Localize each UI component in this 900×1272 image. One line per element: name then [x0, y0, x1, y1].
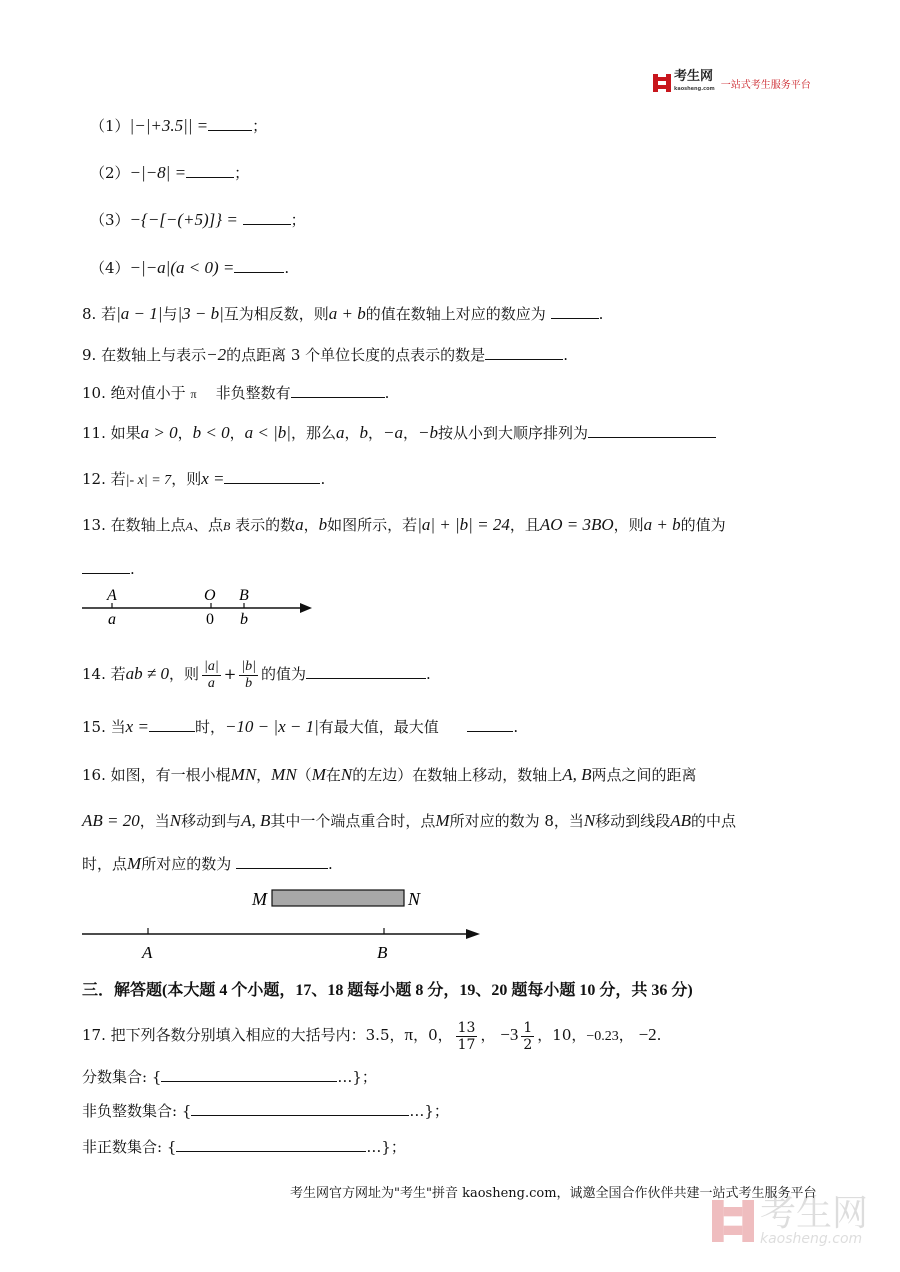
header-logo: [653, 69, 811, 94]
q16-label-M: M: [252, 889, 267, 909]
q13-label-A: A: [107, 587, 117, 604]
stick-mn: [272, 890, 404, 906]
q7-part-1: （1）|−|+3.5|| = ；: [90, 116, 268, 135]
question-14: 14. 若ab ≠ 0，则 $\frac{|a|}{a}$ + $\frac{|b|}{b}$ 的值为 .: [82, 658, 431, 691]
logo-name: 考生网 kaosheng.com: [674, 71, 715, 95]
footer-text: 考生网官方网址为"考生"拼音 kaosheng.com，诚邀全国合作伙伴共建一站式考生服务平台: [290, 1186, 817, 1201]
q13-value-0: 0: [206, 611, 214, 628]
q13-value-a: a: [108, 611, 116, 628]
question-13-answer-line: .: [82, 558, 135, 580]
section-3-title: 三．解答题(本大题 4 个小题，17、18 题每小题 8 分，19、20 题每小题 10 分，共 36 分): [82, 982, 693, 999]
watermark: [712, 1193, 869, 1247]
question-16-line-1: 16. 如图，有一根小棍MN，MN（M在N的左边）在数轴上移动，数轴上A, B两点之间的距离: [82, 765, 697, 784]
kaosheng-logo-icon: [653, 74, 671, 92]
question-17: 17. 把下列各数分别填入相应的大括号内：3.5，π，0， $\frac{13}{17}$ ， −3 $\frac{1}{2}$ ，10，−0.23， −2.: [82, 1019, 662, 1053]
question-8: 8. 若|a − 1|与|3 − b|互为相反数，则a + b的值在数轴上对应的数应为 .: [82, 304, 604, 323]
watermark-logo-icon: [712, 1196, 754, 1246]
q16-label-A: A: [142, 943, 153, 962]
question-11: 11. 如果a > 0，b < 0，a < |b|，那么a，b，−a，−b按从小到大顺序排列为: [82, 422, 716, 444]
watermark-text: 考生网 kaosheng.com: [760, 1193, 869, 1247]
q13-label-O: O: [204, 587, 216, 604]
question-12: 12. 若|- x| = 7，则x = .: [82, 469, 326, 488]
q13-value-b: b: [240, 611, 248, 628]
q17-mixed-fraction: $\frac{1}{2}$: [523, 1019, 533, 1053]
q16-label-N: N: [408, 889, 421, 909]
header-slogan: 一站式考生服务平台: [720, 79, 811, 91]
question-13: 13. 在数轴上点A、点B 表示的数a，b如图所示，若|a| + |b| = 24，且AO = 3BO，则a + b的值为: [82, 515, 726, 534]
q13-number-line: [80, 584, 320, 628]
question-9: 9. 在数轴上与表示−2的点距离 3 个单位长度的点表示的数是 .: [82, 345, 568, 364]
q7-part-2: （2）−|−8| = ；: [90, 163, 250, 182]
q16-label-B: B: [377, 943, 388, 962]
q16-figure: [80, 884, 490, 964]
set-nonpositive: 非正数集合: { …}；: [82, 1138, 406, 1156]
question-10: 10. 绝对值小于 π 非负整数有 .: [82, 384, 390, 402]
q7-part-4: （4）−|−a|(a < 0) = .: [90, 258, 290, 277]
q7-part-3: （3）−{−[−(+5)]} = ；: [90, 210, 306, 229]
q13-label-B: B: [239, 587, 249, 604]
question-16-line-2: AB = 20，当N移动到与A, B其中一个端点重合时，点M所对应的数为 8，当N移动到线段AB的中点: [82, 811, 737, 830]
q14-fraction-b: $\frac{|b|}{b}$: [241, 658, 256, 691]
logo-domain: kaosheng.com: [674, 86, 715, 92]
q17-fraction: $\frac{13}{17}$: [457, 1019, 476, 1053]
question-15: 15. 当x = 时，−10 − |x − 1|有最大值，最大值 .: [82, 717, 519, 736]
q14-fraction-a: $\frac{|a|}{a}$: [204, 658, 219, 691]
question-16-line-3: 时，点M所对应的数为 .: [82, 854, 333, 873]
set-nonnegative-integers: 非负整数集合: { …}；: [82, 1102, 449, 1120]
set-fractions: 分数集合: { …}；: [82, 1068, 377, 1086]
